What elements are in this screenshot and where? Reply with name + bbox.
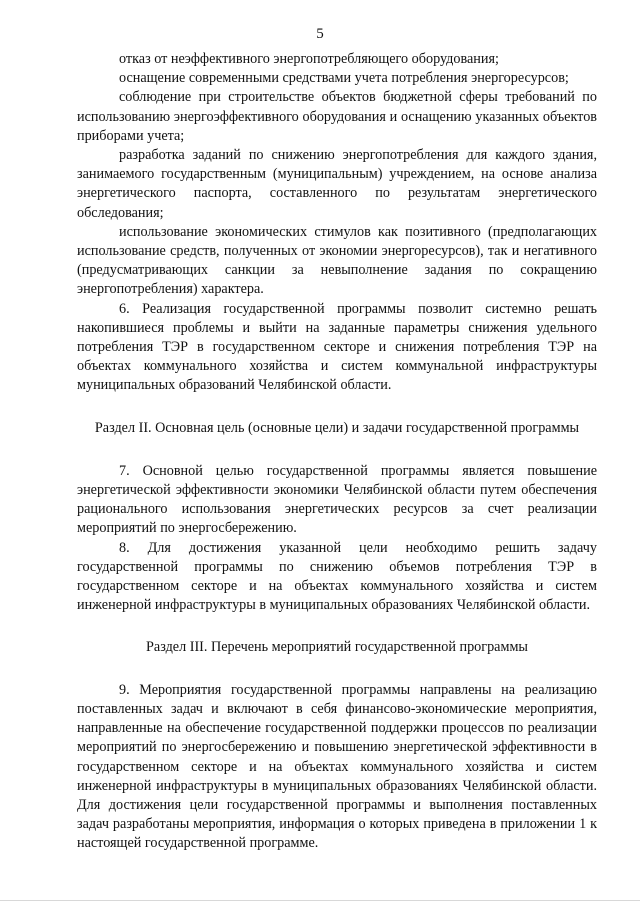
- list-item-metering: оснащение современными средствами учета потребления энергоресурсов;: [119, 70, 569, 87]
- list-item-construction-requirements: соблюдение при строительстве объектов бюджетной сферы требований по использованию энергоэффективного оборудования и оснащению указанных объектов приборами учета;: [77, 89, 597, 144]
- section-3-heading: Раздел III. Перечень мероприятий государственной программы: [146, 639, 528, 656]
- document-body: [77, 50, 597, 854]
- paragraph-6: 6. Реализация государственной программы позволит системно решать накопившиеся проблемы и выйти на заданные параметры снижения удельного потребления ТЭР в государственном секторе и снижения потребления ТЭР на объектах коммунального хозяйства и систем коммунальной инфраструктуры муниципальных образований Челябинской области.: [77, 300, 597, 394]
- page-bottom-edge: [0, 900, 640, 901]
- paragraph-9: 9. Мероприятия государственной программы направлены на реализацию поставленных задач и включают в себя финансово-экономические мероприятия, направленные на обеспечение государственной поддержки процессов по реализации мероприятий по энергосбережению и повышению энергетической эффективности в государственном секторе и на объектах коммунального хозяйства и систем инженерной инфраструктуры в муниципальных образованиях Челябинской области. Для достижения цели государственной программы и выполнения поставленных задач разработаны мероприятия, информация о которых приведена в приложении 1 к настоящей государственной программе.: [77, 681, 597, 852]
- paragraph-7: 7. Основной целью государственной программы является повышение энергетической эффективности экономики Челябинской области путем обеспечения рационального использования энергетических ресурсов за счет реализации мероприятий по энергосбережению.: [77, 462, 597, 537]
- list-item-inefficient-equipment: отказ от неэффективного энергопотребляющего оборудования;: [119, 51, 499, 67]
- page-number: 5: [316, 26, 324, 42]
- list-item-energy-tasks: разработка заданий по снижению энергопотребления для каждого здания, занимаемого государственным (муниципальным) учреждением, на основе анализа энергетического паспорта, составленного по результатам энергетического обследования;: [77, 147, 597, 221]
- list-item-economic-incentives: использование экономических стимулов как позитивного (предполагающих использование средств, полученных от экономии энергоресурсов), так и негативного (предусматривающих санкции за невыполнение задания по сокращению энергопотребления) характера.: [77, 223, 597, 298]
- paragraph-8: 8. Для достижения указанной цели необходимо решить задачу государственной программы по снижению объемов потребления ТЭР в государственном секторе и на объектах коммунального хозяйства и систем инженерной инфраструктуры в муниципальных образованиях Челябинской области.: [77, 539, 597, 614]
- section-2-heading: Раздел II. Основная цель (основные цели) и задачи государственной программы: [94, 419, 580, 436]
